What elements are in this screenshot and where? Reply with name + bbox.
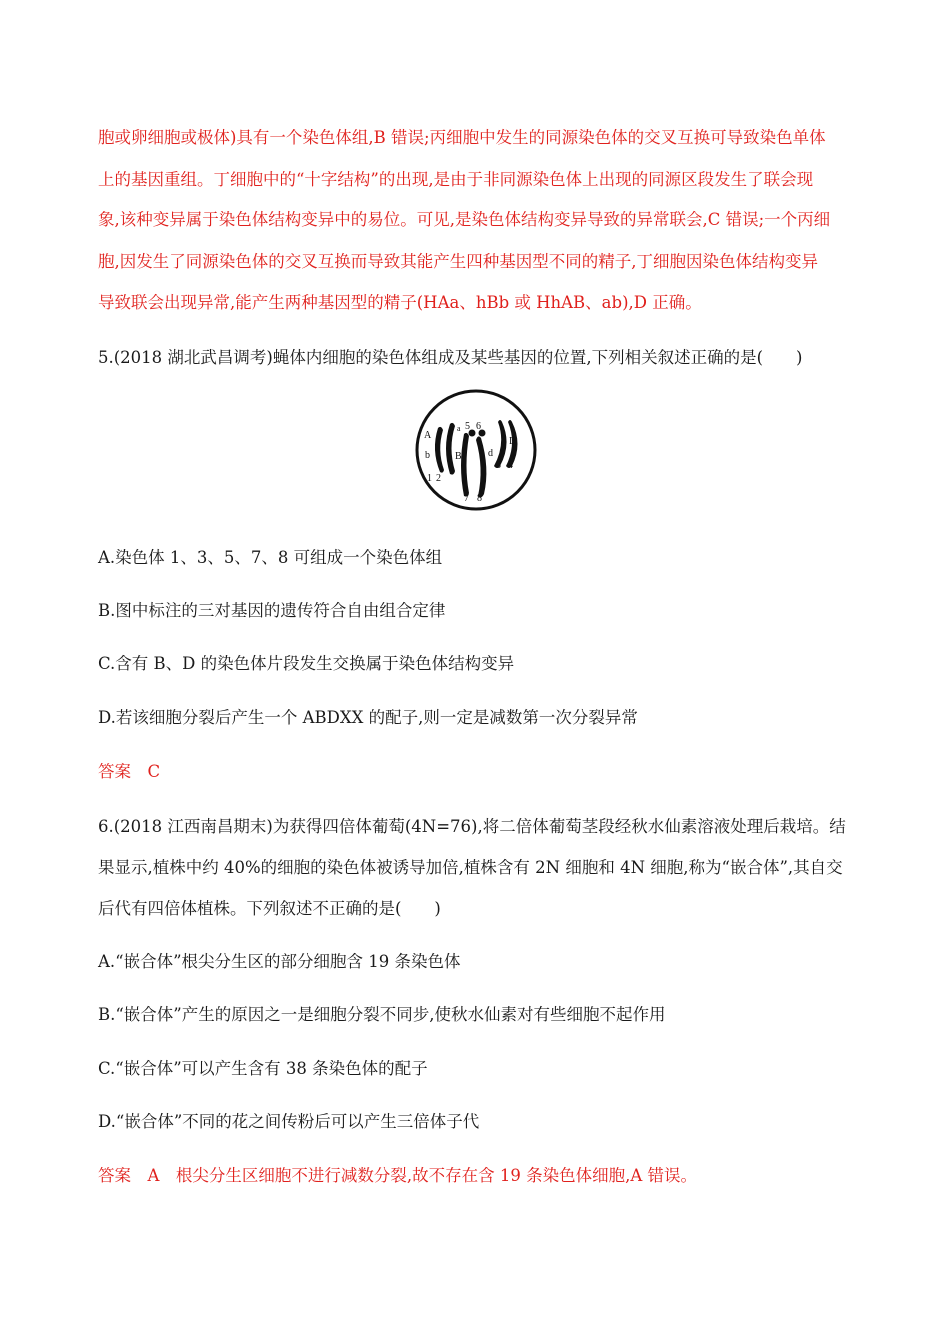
- q6-answer: 答案 A 根尖分生区细胞不进行减数分裂,故不存在含 19 条染色体细胞,A 错误。: [98, 1166, 698, 1185]
- q5-option-c: C.含有 B、D 的染色体片段发生交换属于染色体结构变异: [98, 654, 515, 673]
- label-b: b: [425, 450, 430, 461]
- label-1: 1: [427, 473, 432, 484]
- q6-stem-line-3: 后代有四倍体植株。下列叙述不正确的是( ): [98, 899, 441, 918]
- label-A: A: [424, 430, 432, 441]
- label-2: 2: [436, 473, 441, 484]
- q6-option-a: A.“嵌合体”根尖分生区的部分细胞含 19 条染色体: [98, 952, 461, 971]
- explanation-line-1: 胞或卵细胞或极体)具有一个染色体组,B 错误;丙细胞中发生的同源染色体的交叉互换可导致染色单体: [98, 128, 826, 147]
- explanation-line-2: 上的基因重组。丁细胞中的“十字结构”的出现,是由于非同源染色体上出现的同源区段发生了联会现: [98, 170, 814, 189]
- q5-option-b: B.图中标注的三对基因的遗传符合自由组合定律: [98, 601, 446, 620]
- label-7: 7: [464, 493, 469, 504]
- explanation-line-5: 导致联会出现异常,能产生两种基因型的精子(HAa、hBb 或 HhAB、ab),D 正确。: [98, 293, 702, 312]
- q5-answer: 答案 C: [98, 762, 161, 781]
- q6-stem-line-1: 6.(2018 江西南昌期末)为获得四倍体葡萄(4N=76),将二倍体葡萄茎段经秋水仙素溶液处理后栽培。结: [98, 817, 846, 836]
- q6-option-c: C.“嵌合体”可以产生含有 38 条染色体的配子: [98, 1059, 428, 1078]
- q6-stem-line-2: 果显示,植株中约 40%的细胞的染色体被诱导加倍,植株含有 2N 细胞和 4N 细胞,称为“嵌合体”,其自交: [98, 858, 843, 877]
- explanation-line-3: 象,该种变异属于染色体结构变异中的易位。可见,是染色体结构变异导致的异常联会,C 错误;一个丙细: [98, 210, 831, 229]
- q6-option-b: B.“嵌合体”产生的原因之一是细胞分裂不同步,使秋水仙素对有些细胞不起作用: [98, 1005, 666, 1024]
- label-a: a: [457, 424, 461, 433]
- label-3: 3: [496, 460, 501, 471]
- label-6: 6: [476, 421, 481, 432]
- label-8: 8: [477, 493, 482, 504]
- q5-stem: 5.(2018 湖北武昌调考)蝇体内细胞的染色体组成及某些基因的位置,下列相关叙述正确的是( ): [98, 348, 803, 367]
- label-4: 4: [508, 460, 513, 471]
- explanation-line-4: 胞,因发生了同源染色体的交叉互换而导致其能产生四种基因型不同的精子,丁细胞因染色体结构变异: [98, 252, 818, 271]
- q6-option-d: D.“嵌合体”不同的花之间传粉后可以产生三倍体子代: [98, 1112, 480, 1131]
- q5-option-a: A.染色体 1、3、5、7、8 可组成一个染色体组: [98, 548, 443, 567]
- label-D: D: [509, 436, 517, 447]
- label-5: 5: [465, 421, 470, 432]
- q5-option-d: D.若该细胞分裂后产生一个 ABDXX 的配子,则一定是减数第一次分裂异常: [98, 708, 638, 727]
- label-B: B: [455, 451, 462, 462]
- label-d: d: [488, 448, 493, 459]
- chromosome-figure: [414, 388, 538, 512]
